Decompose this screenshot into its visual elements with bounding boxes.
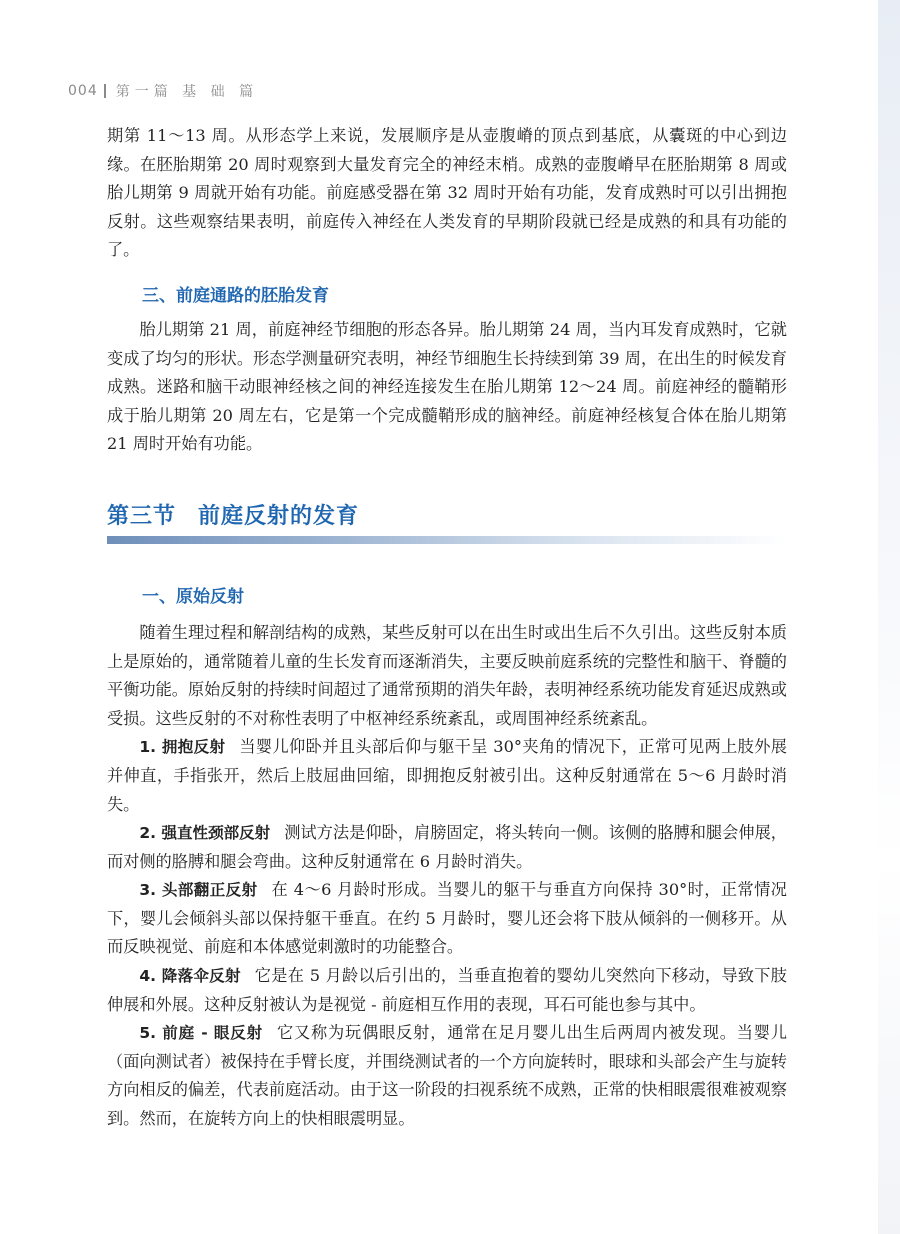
reflex-item-label: 4. 降落伞反射 <box>139 967 241 986</box>
reflex-item <box>107 819 787 876</box>
section-heading <box>107 499 787 530</box>
reflex-list <box>107 733 787 1133</box>
reflex-item-label: 2. 强直性颈部反射 <box>139 824 271 843</box>
paragraph-1: 期第 11～13 周。从形态学上来说，发展顺序是从壶腹嵴的顶点到基底，从囊斑的中心到边缘。在胚胎期第 20 周时观察到大量发育完全的神经末梢。成熟的壶腹嵴早在胚胎期第 8 周或胎儿期第 9 周就开始有功能。前庭感受器在第 32 周时开始有功能，发育成熟时可以引出拥抱反射。这些观察结果表明，前庭传入神经在人类发育的早期阶段就已经是成熟的和具有功能的了。 <box>107 126 787 260</box>
page-edge-gradient <box>878 0 900 1234</box>
paragraph-3: 随着生理过程和解剖结构的成熟，某些反射可以在出生时或出生后不久引出。这些反射本质上是原始的，通常随着儿童的生长发育而逐渐消失，主要反映前庭系统的完整性和脑干、脊髓的平衡功能。原始反射的持续时间超过了通常预期的消失年龄，表明神经系统功能发育延迟成熟或受损。这些反射的不对称性表明了中枢神经系统紊乱，或周围神经系统紊乱。 <box>107 622 787 728</box>
subsection-heading-three: 三、前庭通路的胚胎发育 <box>142 285 329 306</box>
reflex-item <box>107 876 787 962</box>
part-title: 第一篇 基 础 篇 <box>115 84 259 100</box>
reflex-item-text: 它又称为玩偶眼反射，通常在足月婴儿出生后两周内被发现。当婴儿（面向测试者）被保持在手臂长度，并围绕测试者的一个方向旋转时，眼球和头部会产生与旋转方向相反的偏差，代表前庭活动。由于这一阶段的扫视系统不成熟，正常的快相眼震很难被观察到。然而，在旋转方向上的快相眼震明显。 <box>107 1023 788 1129</box>
page-body <box>107 120 787 1134</box>
page-number: 004 <box>68 83 98 99</box>
reflex-item-label: 3. 头部翻正反射 <box>139 881 258 900</box>
section-underline-bar <box>107 536 787 544</box>
section-title: 前庭反射的发育 <box>198 503 360 529</box>
reflex-item-text: 当婴儿仰卧并且头部后仰与躯干呈 30°夹角的情况下，正常可见两上肢外展并伸直，手指张开，然后上肢屈曲回缩，即拥抱反射被引出。这种反射通常在 5～6 月龄时消失。 <box>107 737 787 814</box>
paragraph-2: 胎儿期第 21 周，前庭神经节细胞的形态各异。胎儿期第 24 周，当内耳发育成熟时，它就变成了均匀的形状。形态学测量研究表明，神经节细胞生长持续到第 39 周，在出生的时候发育成熟。迷路和脑干动眼神经核之间的神经连接发生在胎儿期第 12～24 周。前庭神经的髓鞘形成于胎儿期第 20 周左右，它是第一个完成髓鞘形成的脑神经。前庭神经核复合体在胎儿期第 21 周时开始有功能。 <box>107 319 787 454</box>
reflex-item <box>107 733 787 819</box>
subsection-heading-one: 一、原始反射 <box>142 586 244 607</box>
section-number: 第三节 <box>107 503 177 529</box>
reflex-item <box>107 962 787 1019</box>
header-divider <box>104 84 106 98</box>
section-heading-block <box>107 499 787 544</box>
reflex-item-label: 1. 拥抱反射 <box>139 738 226 757</box>
running-header <box>68 80 838 102</box>
reflex-item <box>107 1019 787 1133</box>
reflex-item-text: 测试方法是仰卧，肩膀固定，将头转向一侧。该侧的胳膊和腿会伸展，而对侧的胳膊和腿会弯曲。这种反射通常在 6 月龄时消失。 <box>107 823 787 871</box>
reflex-item-text: 在 4～6 月龄时形成。当婴儿的躯干与垂直方向保持 30°时，正常情况下，婴儿会倾斜头部以保持躯干垂直。在约 5 月龄时，婴儿还会将下肢从倾斜的一侧移开。从而反映视觉、前庭和本体感觉刺激时的功能整合。 <box>107 880 787 957</box>
reflex-item-text: 它是在 5 月龄以后引出的，当垂直抱着的婴幼儿突然向下移动，导致下肢伸展和外展。这种反射被认为是视觉 - 前庭相互作用的表现，耳石可能也参与其中。 <box>107 966 787 1014</box>
reflex-item-label: 5. 前庭 - 眼反射 <box>139 1024 263 1043</box>
